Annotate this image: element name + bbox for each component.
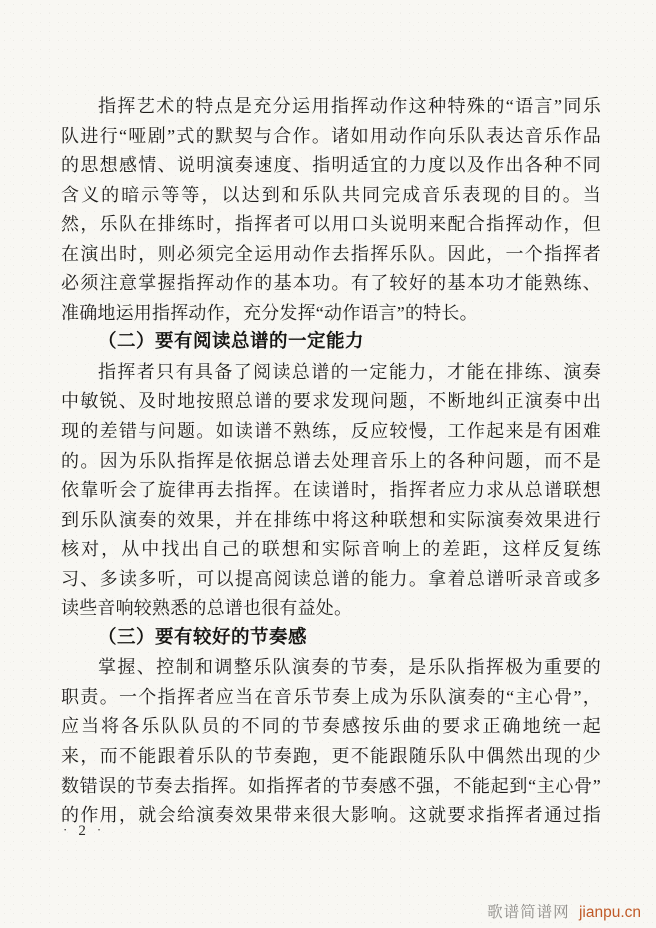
page-number-dot: · <box>63 822 70 837</box>
watermark-site-url: jianpu.cn <box>578 904 641 921</box>
text-line: 准确地运用指挥动作，充分发挥“动作语言”的特长。 <box>61 302 478 323</box>
text-line: 依靠听会了旋律再去指挥。在读谱时，指挥者应力求从总谱联想 <box>61 480 601 501</box>
text-line: 指挥艺术的特点是充分运用指挥动作这种特殊的“语言”同乐 <box>98 96 601 116</box>
text-line: 职责。一个指挥者应当在音乐节奏上成为乐队演奏的“主心骨”， <box>61 686 601 707</box>
text-line: 含义的暗示等等，以达到和乐队共同完成音乐表现的目的。当 <box>61 184 601 205</box>
text-line: 习、多读多听，可以提高阅读总谱的能力。拿着总谱听录音或多 <box>61 568 601 589</box>
text-line: 的。因为乐队指挥是依据总谱去处理音乐上的各种问题，而不是 <box>61 450 601 471</box>
text-line: 到乐队演奏的效果，并在排练中将这种联想和实际演奏效果进行 <box>61 509 601 530</box>
section-heading-2: （二）要有阅读总谱的一定能力 <box>98 332 365 353</box>
text-line: 中敏锐、及时地按照总谱的要求发现问题，不断地纠正演奏中出 <box>61 391 601 412</box>
text-line: 现的差错与问题。如读谱不熟练，反应较慢，工作起来是有困难 <box>61 421 601 442</box>
watermark-site-name: 歌谱简谱网 <box>487 904 570 921</box>
text-line: 应当将各乐队队员的不同的节奏感按乐曲的要求正确地统一起 <box>61 716 601 737</box>
text-block <box>61 92 601 831</box>
text-line: 的思想感情、说明演奏速度、指明适宜的力度以及作出各种不同 <box>61 155 601 176</box>
text-line: 必须注意掌握指挥动作的基本功。有了较好的基本功才能熟练、 <box>61 273 601 294</box>
page-number <box>63 823 103 840</box>
watermark <box>487 900 641 922</box>
section-heading-3: （三）要有较好的节奏感 <box>98 627 308 648</box>
text-line: 的作用，就会给演奏效果带来很大影响。这就要求指挥者通过指 <box>61 805 601 826</box>
text-line: 掌握、控制和调整乐队演奏的节奏，是乐队指挥极为重要的 <box>98 657 601 678</box>
text-line: 然，乐队在排练时，指挥者可以用口头说明来配合指挥动作，但 <box>61 214 601 235</box>
text-line: 指挥者只有具备了阅读总谱的一定能力，才能在排练、演奏 <box>98 361 601 382</box>
text-line: 数错误的节奏去指挥。如指挥者的节奏感不强，不能起到“主心骨” <box>61 775 601 796</box>
text-line: 在演出时，则必须完全运用动作去指挥乐队。因此，一个指挥者 <box>61 243 601 264</box>
page-number-dot: · <box>96 822 104 837</box>
text-line: 读些音响较熟悉的总谱也很有益处。 <box>61 598 353 619</box>
page-number-value: 2 <box>78 823 88 839</box>
text-line: 队进行“哑剧”式的默契与合作。诸如用动作向乐队表达音乐作品 <box>61 125 601 146</box>
text-line: 来，而不能跟着乐队的节奏跑，更不能跟随乐队中偶然出现的少 <box>61 746 601 767</box>
text-line: 核对，从中找出自己的联想和实际音响上的差距，这样反复练 <box>61 539 601 560</box>
